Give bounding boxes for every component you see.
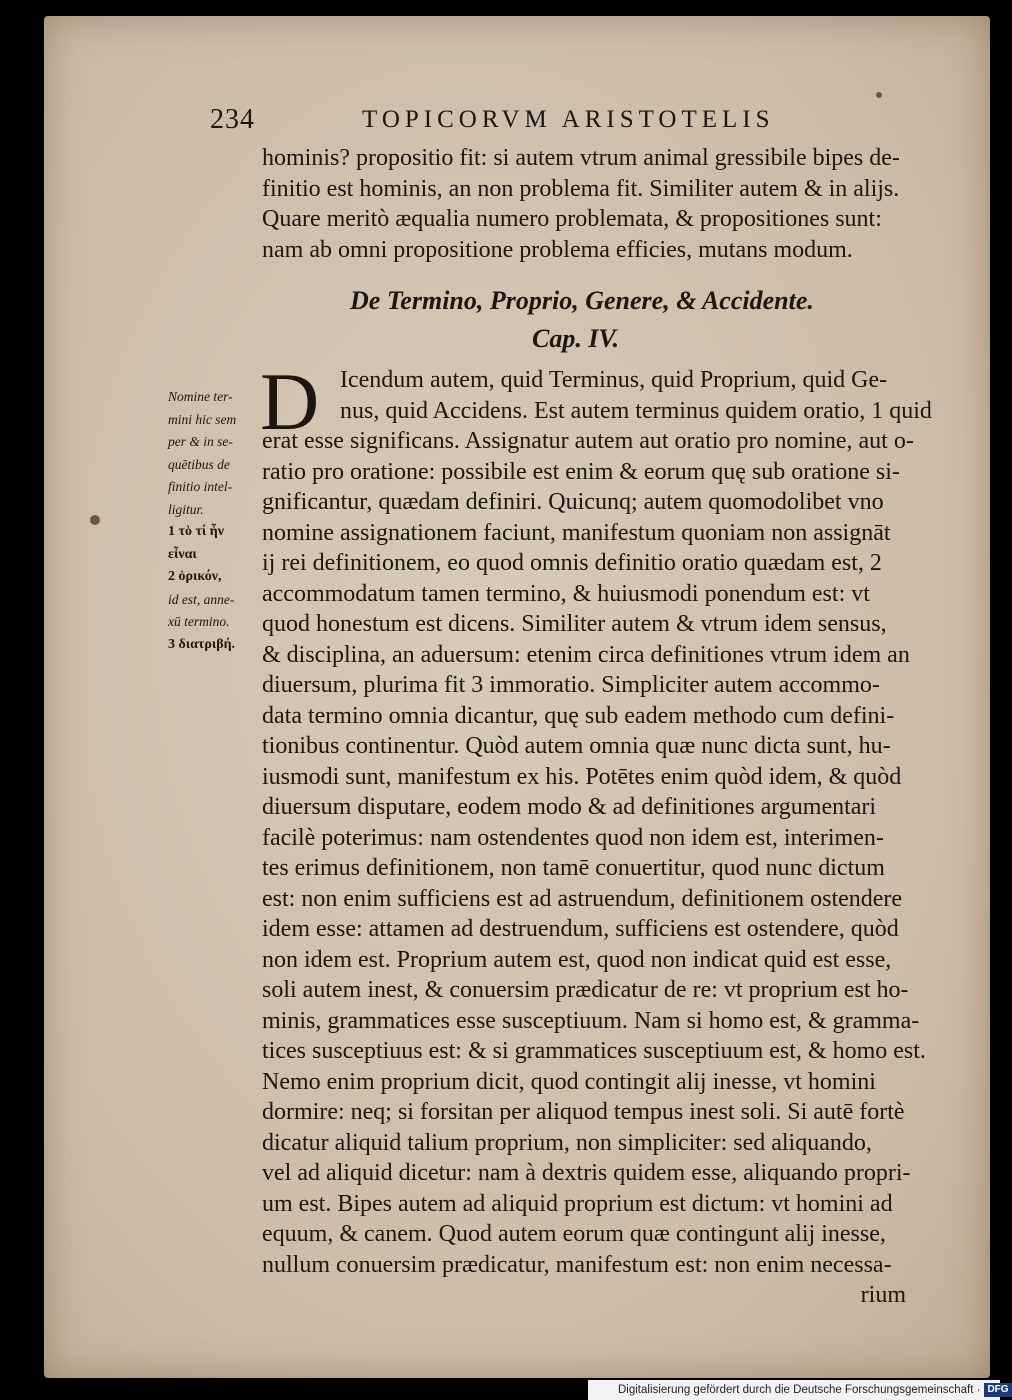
marginal-note-line: quētibus de <box>168 456 230 472</box>
text-line: nomine assignationem faciunt, manifestum quoniam non assignāt <box>262 519 891 546</box>
text-line: vel ad aliquid dicetur: nam à dextris quidem esse, aliquando propri- <box>262 1160 911 1186</box>
funding-notice: Digitalisierung gefördert durch die Deutsche Forschungsgemeinschaft · <box>618 1384 981 1396</box>
text-line: erat esse significans. Assignatur autem aut oratio pro nomine, aut o- <box>262 428 914 454</box>
text-line: equum, & canem. Quod autem eorum quæ contingunt alij inesse, <box>262 1221 886 1247</box>
text-line: minis, grammatices esse susceptiuum. Nam si homo est, & gramma- <box>262 1007 920 1034</box>
ink-spot <box>876 92 882 98</box>
marginal-note-line: id est, anne- <box>168 591 235 607</box>
text-line: nullum conuersim prædicatur, manifestum est: non enim necessa- <box>262 1251 892 1278</box>
digitization-footer <box>588 1380 1009 1400</box>
marginal-note-line: Nomine ter- <box>168 389 233 404</box>
text-line: ij rei definitionem, eo quod omnis definitio oratio quædam est, 2 <box>262 550 882 576</box>
dfg-logo: DFG <box>984 1383 1011 1397</box>
page-number: 234 <box>210 104 255 135</box>
text-line: dicatur aliquid talium proprium, non simpliciter: sed aliquando, <box>262 1129 872 1156</box>
text-line: hominis? propositio fit: si autem vtrum animal gressibile bipes de- <box>262 145 900 171</box>
text-line: Nemo enim proprium dicit, quod contingit alij inesse, vt homini <box>262 1068 876 1095</box>
text-line: dormire: neq; si forsitan per aliquod tempus inest soli. Si autē fortè <box>262 1099 905 1125</box>
marginal-notes <box>168 386 264 656</box>
text-line: Icendum autem, quid Terminus, quid Proprium, quid Ge- <box>340 367 888 393</box>
text-line: tices susceptiuus est: & si grammatices susceptiuum est, & homo est. <box>262 1038 926 1064</box>
text-line: finitio est hominis, an non problema fit. Similiter autem & in alijs. <box>262 175 900 202</box>
marginal-note-line: xū termino. <box>168 614 230 629</box>
marginal-note-line: per & in se- <box>168 434 233 449</box>
marginal-note-line: 1 τὸ τί ἦν <box>168 524 224 539</box>
text-line: facilè poterimus: nam ostendentes quod non idem est, interimen- <box>262 824 884 851</box>
text-line: & disciplina, an aduersum: etenim circa definitiones vtrum idem an <box>262 641 910 668</box>
text-line: diuersum, plurima fit 3 immoratio. Simpliciter autem accommo- <box>262 672 880 698</box>
text-line: Quare meritò æqualia numero problemata, & propositiones sunt: <box>262 206 882 232</box>
text-line: est: non enim sufficiens est ad astruendum, definitionem ostendere <box>262 885 903 912</box>
ink-spot <box>90 515 100 525</box>
text-line: ratio pro oratione: possibile est enim & eorum quę sub oratione si- <box>262 458 900 485</box>
marginal-note-line: 3 διατριβή. <box>168 636 236 652</box>
text-line: soli autem inest, & conuersim prædicatur de re: vt proprium est ho- <box>262 977 909 1003</box>
catchword: rium <box>860 1282 906 1308</box>
text-line: nus, quid Accidens. Est autem terminus quidem oratio, 1 quid <box>340 397 932 424</box>
marginal-note-line: mini hic sem <box>168 411 237 427</box>
text-line: quod honestum est dicens. Similiter autem & vtrum idem sensus, <box>262 611 887 637</box>
running-title: TOPICORVM ARISTOTELIS <box>362 106 775 133</box>
text-line: non idem est. Proprium autem est, quod non indicat quid est esse, <box>262 946 892 973</box>
marginal-note-line: finitio intel- <box>168 479 233 494</box>
text-line: tes erimus definitionem, non tamē conuertitur, quod nunc dictum <box>262 855 885 881</box>
intro-paragraph <box>262 143 922 265</box>
marginal-note-line: εἶναι <box>168 546 197 562</box>
text-line: nam ab omni propositione problema efficies, mutans modum. <box>262 236 853 263</box>
text-line: gnificantur, quædam definiri. Quicunq; autem quomodolibet vno <box>262 489 884 515</box>
page-header <box>210 104 850 140</box>
text-line: idem esse: attamen ad destruendum, sufficiens est ostendere, quòd <box>262 916 899 942</box>
marginal-note-line: 2 ὁρικόν, <box>168 569 222 584</box>
main-paragraph <box>262 365 932 1311</box>
text-line: um est. Bipes autem ad aliquid proprium est dictum: vt homini ad <box>262 1190 893 1217</box>
text-line: iusmodi sunt, manifestum ex his. Potētes enim quòd idem, & quòd <box>262 763 902 790</box>
marginal-note-line: ligitur. <box>168 501 204 517</box>
chapter-title: De Termino, Proprio, Genere, & Accidente. <box>350 286 814 315</box>
chapter-number: Cap. IV. <box>532 324 619 353</box>
drop-cap: D <box>260 356 320 447</box>
text-line: diuersum disputare, eodem modo & ad definitiones argumentari <box>262 794 877 820</box>
text-line: accommodatum tamen termino, & huiusmodi ponendum est: vt <box>262 580 870 607</box>
text-line: data termino omnia dicantur, quę sub eadem methodo cum defini- <box>262 702 895 729</box>
text-line: tionibus continentur. Quòd autem omnia quæ nunc dicta sunt, hu- <box>262 733 891 759</box>
